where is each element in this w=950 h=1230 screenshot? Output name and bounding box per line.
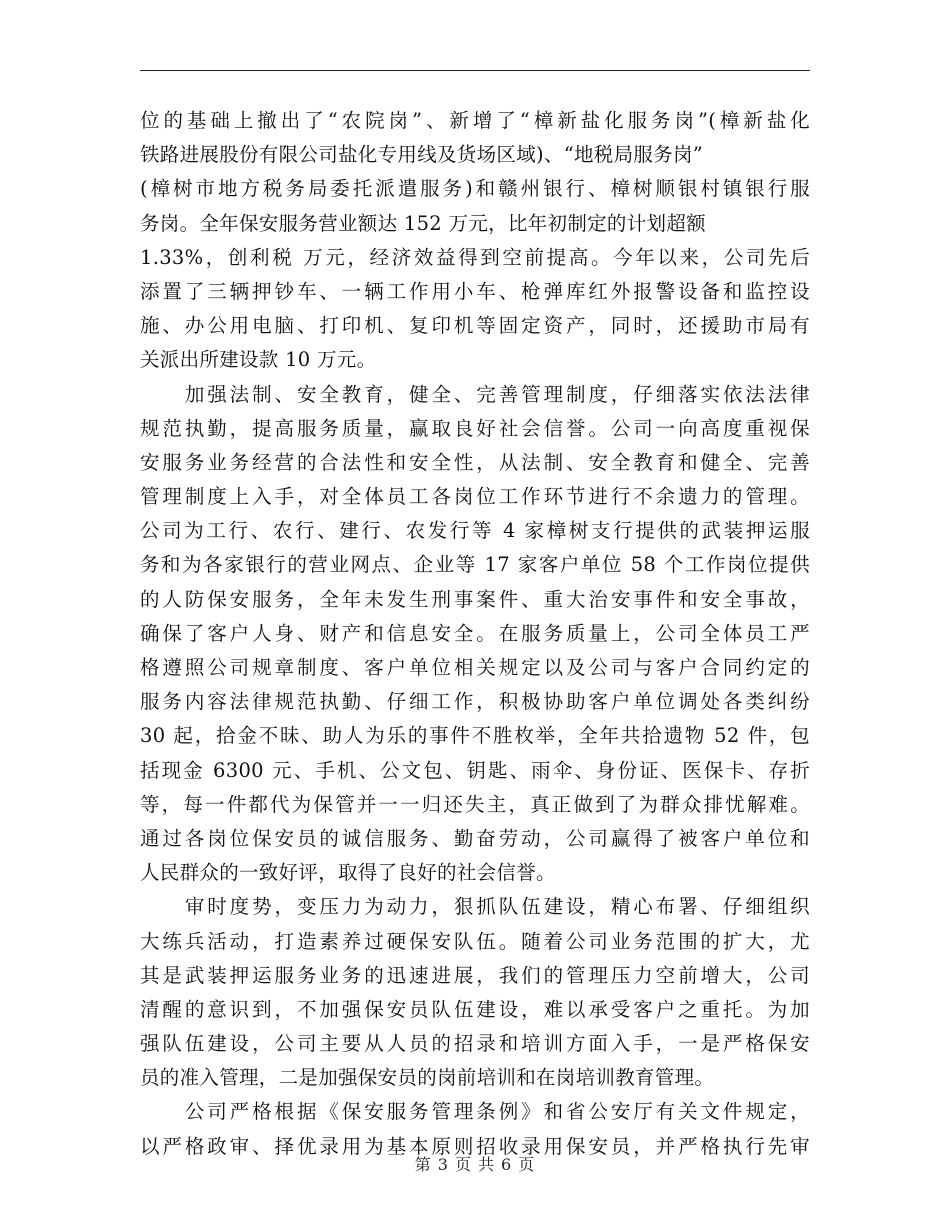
text-line: 关派出所建设款 10 万元。 <box>140 348 377 372</box>
text-line: 管理制度上入手，对全体员工各岗位工作环节进行不余遗力的管理。 <box>140 485 810 509</box>
document-body <box>140 104 810 1164</box>
text-line: 通过各岗位保安员的诚信服务、勤奋劳动，公司赢得了被客户单位和 <box>140 826 810 850</box>
text-line: 格遵照公司规章制度、客户单位相关规定以及公司与客户合同约定的 <box>140 656 810 679</box>
text-line: 强队伍建设，公司主要从人员的招录和培训方面入手，一是严格保安 <box>140 1032 810 1056</box>
text-line: 加强法制、安全教育，健全、完善管理制度，仔细落实依法法律 <box>140 382 810 406</box>
text-line: 其是武装押运服务业务的迅速进展，我们的管理压力空前增大，公司 <box>140 963 810 987</box>
text-line: 公司为工行、农行、建行、农发行等 4 家樟树支行提供的武装押运服 <box>140 519 810 543</box>
text-line: 员的准入管理，二是加强保安员的岗前培训和在岗培训教育管理。 <box>140 1066 715 1090</box>
text-line: 公司严格根据《保安服务管理条例》和省公安厅有关文件规定， <box>140 1100 810 1124</box>
text-line: 大练兵活动，打造素养过硬保安队伍。随着公司业务范围的扩大，尤 <box>140 929 810 953</box>
text-line: 安服务业务经营的合法性和安全性，从法制、安全教育和健全、完善 <box>140 450 810 474</box>
text-line: 以严格政审、择优录用为基本原则招收录用保安员，并严格执行先审 <box>140 1134 810 1158</box>
page-footer <box>0 1152 950 1175</box>
text-line: 清醒的意识到，不加强保安员队伍建设，难以承受客户之重托。为加 <box>140 997 810 1021</box>
text-line: 铁路进展股份有限公司盐化专用线及货场区域)、“地税局服务岗” <box>140 143 704 167</box>
footer-suffix: 页 <box>518 1155 536 1174</box>
footer-prefix: 第 <box>414 1155 432 1174</box>
text-line: 规范执勤，提高服务质量，赢取良好社会信誉。公司一向高度重视保 <box>140 416 810 440</box>
text-line: 添置了三辆押钞车、一辆工作用小车、枪弹库红外报警设备和监控设 <box>140 279 810 303</box>
text-line: 人民群众的一致好评，取得了良好的社会信誉。 <box>140 861 556 885</box>
text-line: 的人防保安服务，全年未发生刑事案件、重大治安事件和安全事故， <box>140 587 810 611</box>
footer-total-word: 共 <box>478 1155 496 1174</box>
text-line: 务岗。全年保安服务营业额达 152 万元，比年初制定的计划超额 <box>140 211 706 235</box>
text-line: 审时度势，变压力为动力，狠抓队伍建设，精心布署、仔细组织 <box>140 895 810 919</box>
text-line: 等，每一件都代为保管并一一归还失主，真正做到了为群众排忧解难。 <box>140 792 810 816</box>
text-line: 服务内容法律规范执勤、仔细工作，积极协助客户单位调处各类纠纷 <box>140 690 810 714</box>
text-line: (樟树市地方税务局委托派遣服务)和赣州银行、樟树顺银村镇银行服 <box>140 177 810 201</box>
text-line: 确保了客户人身、财产和信息安全。在服务质量上，公司全体员工严 <box>140 621 810 645</box>
text-line: 30 起，拾金不昧、助人为乐的事件不胜枚举，全年共拾遗物 52 件，包 <box>140 724 810 748</box>
text-line: 位的基础上撤出了“农院岗”、新增了“樟新盐化服务岗”(樟新盐化 <box>140 109 810 132</box>
text-line: 括现金 6300 元、手机、公文包、钥匙、雨伞、身份证、医保卡、存折 <box>140 758 810 782</box>
text-line: 施、办公用电脑、打印机、复印机等固定资产，同时，还援助市局有 <box>140 314 810 338</box>
footer-current-page: 3 <box>437 1155 449 1174</box>
header-rule <box>140 70 810 71</box>
text-line: 务和为各家银行的营业网点、企业等 17 家客户单位 58 个工作岗位提供 <box>140 553 810 577</box>
footer-page-word: 页 <box>454 1155 472 1174</box>
footer-total-pages: 6 <box>501 1155 513 1174</box>
text-line: 1.33%，创利税 万元，经济效益得到空前提高。今年以来，公司先后 <box>140 245 810 269</box>
